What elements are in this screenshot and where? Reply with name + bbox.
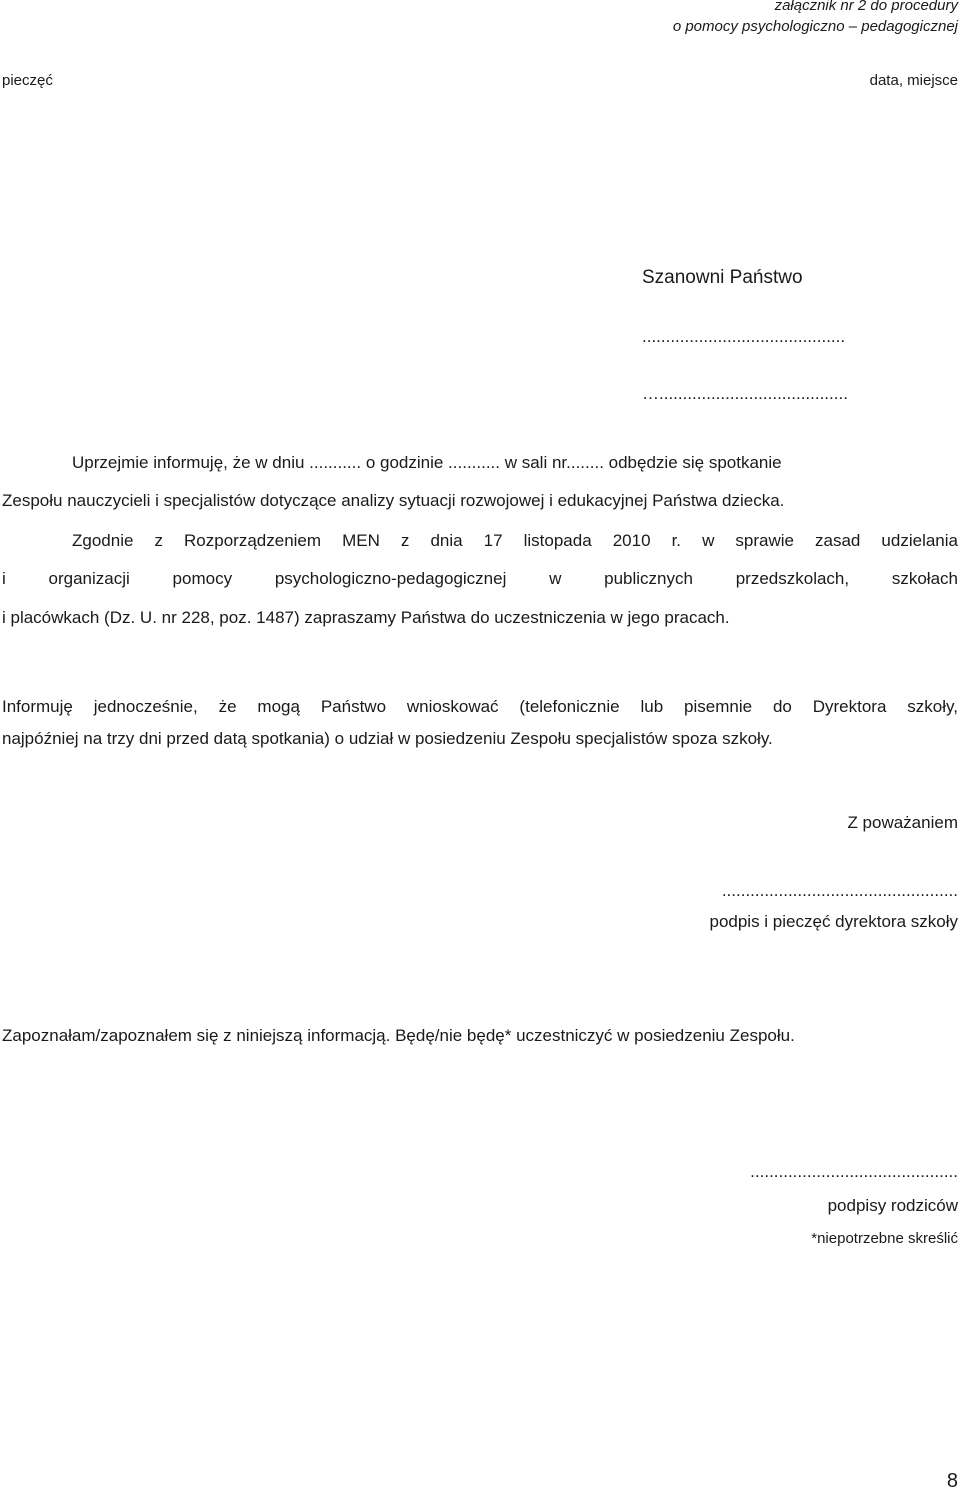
footnote: *niepotrzebne skreślić xyxy=(811,1230,958,1247)
paragraph2-line1: Informuję jednocześnie, że mogą Państwo wnioskować (telefonicznie lub pisemnie do Dyrektora szkoły, xyxy=(2,697,958,716)
paragraph2-line2: najpóźniej na trzy dni przed datą spotkania) o udział w posiedzeniu Zespołu specjalistów spoza szkoły. xyxy=(2,729,773,748)
paragraph1-line3: Zgodnie z Rozporządzeniem MEN z dnia 17 listopada 2010 r. w sprawie zasad udzielania xyxy=(72,531,958,550)
paragraph1-line1: Uprzejmie informuję, że w dniu ........... o godzinie ........... w sali nr........ odbędzie się spotkanie xyxy=(72,453,782,472)
page-number: 8 xyxy=(946,1470,958,1492)
addressee-dots-2: …........................................ xyxy=(642,384,848,403)
acknowledgment-text: Zapoznałam/zapoznałem się z niniejszą informacją. Będę/nie będę* uczestniczyć w posiedzeniu Zespołu. xyxy=(2,1026,795,1045)
director-signature-label: podpis i pieczęć dyrektora szkoły xyxy=(709,912,958,931)
addressee-dots-1: ........................................... xyxy=(642,327,846,346)
header-procedure-line1: załącznik nr 2 do procedury xyxy=(774,0,958,14)
date-place-label: data, miejsce xyxy=(869,72,958,89)
paragraph1-line4: i organizacji pomocy psychologiczno-pedagogicznej w publicznych przedszkolach, szkołach xyxy=(2,569,958,588)
regards: Z poważaniem xyxy=(847,813,958,832)
paragraph1-line2: Zespołu nauczycieli i specjalistów dotyczące analizy sytuacji rozwojowej i edukacyjnej Państwa dziecka. xyxy=(2,491,785,510)
paragraph1-line5: i placówkach (Dz. U. nr 228, poz. 1487) zapraszamy Państwa do uczestniczenia w jego pracach. xyxy=(2,608,730,627)
salutation: Szanowni Państwo xyxy=(642,267,803,288)
director-signature-dots: .................................................. xyxy=(721,881,958,900)
stamp-label: pieczęć xyxy=(2,72,53,89)
header-procedure-line2: o pomocy psychologiczno – pedagogicznej xyxy=(672,18,958,35)
parents-signature-dots: ............................................ xyxy=(750,1162,958,1181)
parents-signature-label: podpisy rodziców xyxy=(827,1196,958,1215)
